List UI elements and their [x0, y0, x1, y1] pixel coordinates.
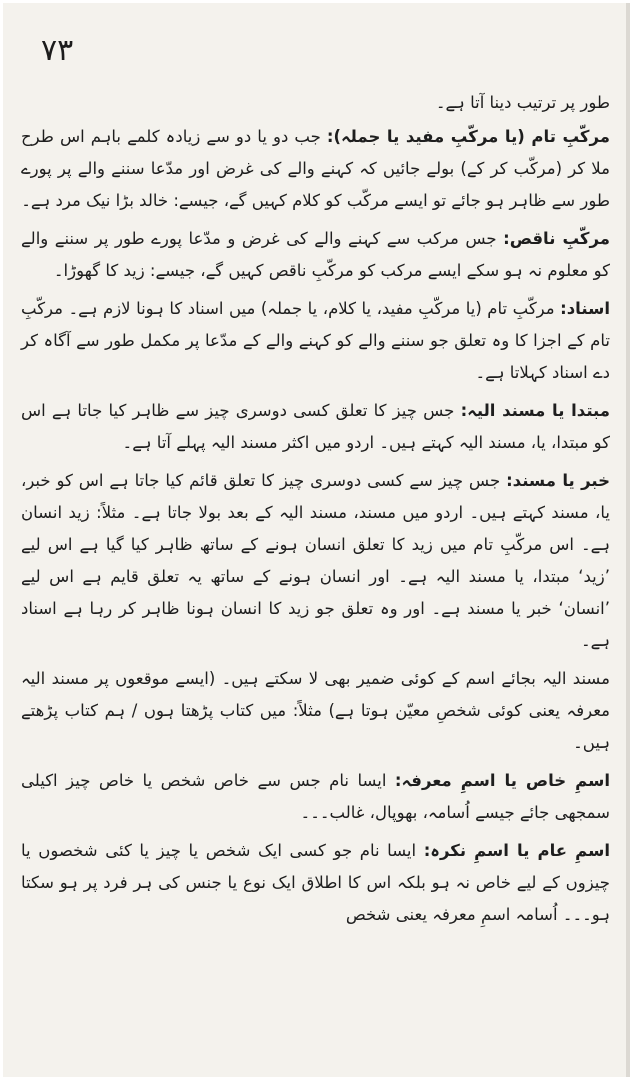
paragraph-text: جب دو یا دو سے زیادہ کلمے باہم اس طرح ملا کر (مرکّب کر کے) بولے جائیں کہ کہنے والے کی غرض اور مدّعا سننے والے پر پورے طور سے ظاہر ہو جائے تو ایسے مرکّب کو کلام کہیں گے، جیسے: خالد بڑا نیک مرد ہے۔: [21, 127, 610, 210]
paragraph-term: مرکّبِ ناقص:: [503, 229, 610, 248]
paragraph-mubtada: [21, 395, 610, 459]
paragraph-term: اسمِ خاص یا اسمِ معرفہ:: [394, 771, 610, 790]
paragraph-ism-e-khas: [21, 765, 610, 829]
paragraph-zameer: [21, 663, 610, 759]
paragraph-text: ایسا نام جس سے خاص شخص یا خاص چیز اکیلی سمجھی جائے جیسے اُسامہ، بھوپال، غالب۔۔۔: [21, 771, 610, 822]
paragraph-text: جس چیز کا تعلق کسی دوسری چیز سے ظاہر کیا جاتا ہے اس کو مبتدا، یا، مسند الیہ کہتے ہیں۔ اردو میں اکثر مسند الیہ پہلے آتا ہے۔: [21, 401, 610, 452]
paragraph-khabar: [21, 465, 610, 657]
paragraph-text: طور پر ترتیب دینا آتا ہے۔: [435, 93, 610, 112]
paragraph-term: اسمِ عام یا اسمِ نکرہ:: [423, 841, 610, 860]
paragraph-text: جس چیز سے کسی دوسری چیز کا تعلق قائم کیا جاتا ہے اس کو خبر، یا، مسند کہتے ہیں۔ اردو میں مسند، مسند الیہ کے بعد بولا جاتا ہے۔ مثلاً: زید انسان ہے۔ اس مرکّبِ تام میں زید کا تعلق انسان ہونے کے ساتھ ظاہر کیا گیا ہے اس لیے ’زید‘ مبتدا، یا مسند الیہ ہے۔ اور انسان ہونے کے ساتھ یہ تعلق قایم ہے اس لیے ’انسان‘ خبر یا مسند ہے۔ اور وہ تعلق جو زید کا انسان ہونا ظاہر کر رہا ہے اسناد ہے۔: [21, 471, 610, 650]
book-page: [3, 3, 630, 1077]
paragraph-term: مبتدا یا مسند الیہ:: [460, 401, 611, 420]
paragraph-murakkab-e-tam: [21, 121, 610, 217]
paragraph-ism-e-aam: [21, 835, 610, 931]
page-number: ۷۳: [41, 33, 74, 68]
paragraph-term: مرکّبِ تام (یا مرکّبِ مفید یا جملہ):: [326, 127, 610, 146]
page-body: [21, 87, 610, 937]
paragraph-text: ایسا نام جو کسی ایک شخص یا چیز یا کئی شخصوں یا چیزوں کے لیے خاص نہ ہو بلکہ اس کا اطلاق ایک نوع یا جنس کی ہر فرد پر ہو سکتا ہو۔۔۔ اُسامہ اسمِ معرفہ یعنی شخص: [21, 841, 610, 924]
paragraph-murakkab-e-naqis: [21, 223, 610, 287]
paragraph-term: اسناد:: [560, 299, 610, 318]
paragraph-isnad: [21, 293, 610, 389]
paragraph-text: جس مرکب سے کہنے والے کی غرض و مدّعا پورے طور پر سننے والے کو معلوم نہ ہو سکے ایسے مرکب کو مرکّبِ ناقص کہیں گے، جیسے: زید کا گھوڑا۔: [21, 229, 610, 280]
paragraph-text: مسند الیہ بجائے اسم کے کوئی ضمیر بھی لا سکتے ہیں۔ (ایسے موقعوں پر مسند الیہ معرفہ یعنی کوئی شخصِ معیّن ہوتا ہے) مثلاً: میں کتاب پڑھتا ہوں / ہم کتاب پڑھتے ہیں۔: [21, 669, 610, 752]
paragraph-text: مرکّبِ تام (یا مرکّبِ مفید، یا کلام، یا جملہ) میں اسناد کا ہونا لازم ہے۔ مرکّبِ تام کے اجزا کا وہ تعلق جو سننے والے کو کہنے والے کے مدّعا پر مکمل طور سے آگاہ کر دے اسناد کہلاتا ہے۔: [21, 299, 610, 382]
paragraph-continuation: [21, 87, 610, 119]
paragraph-term: خبر یا مسند:: [506, 471, 610, 490]
